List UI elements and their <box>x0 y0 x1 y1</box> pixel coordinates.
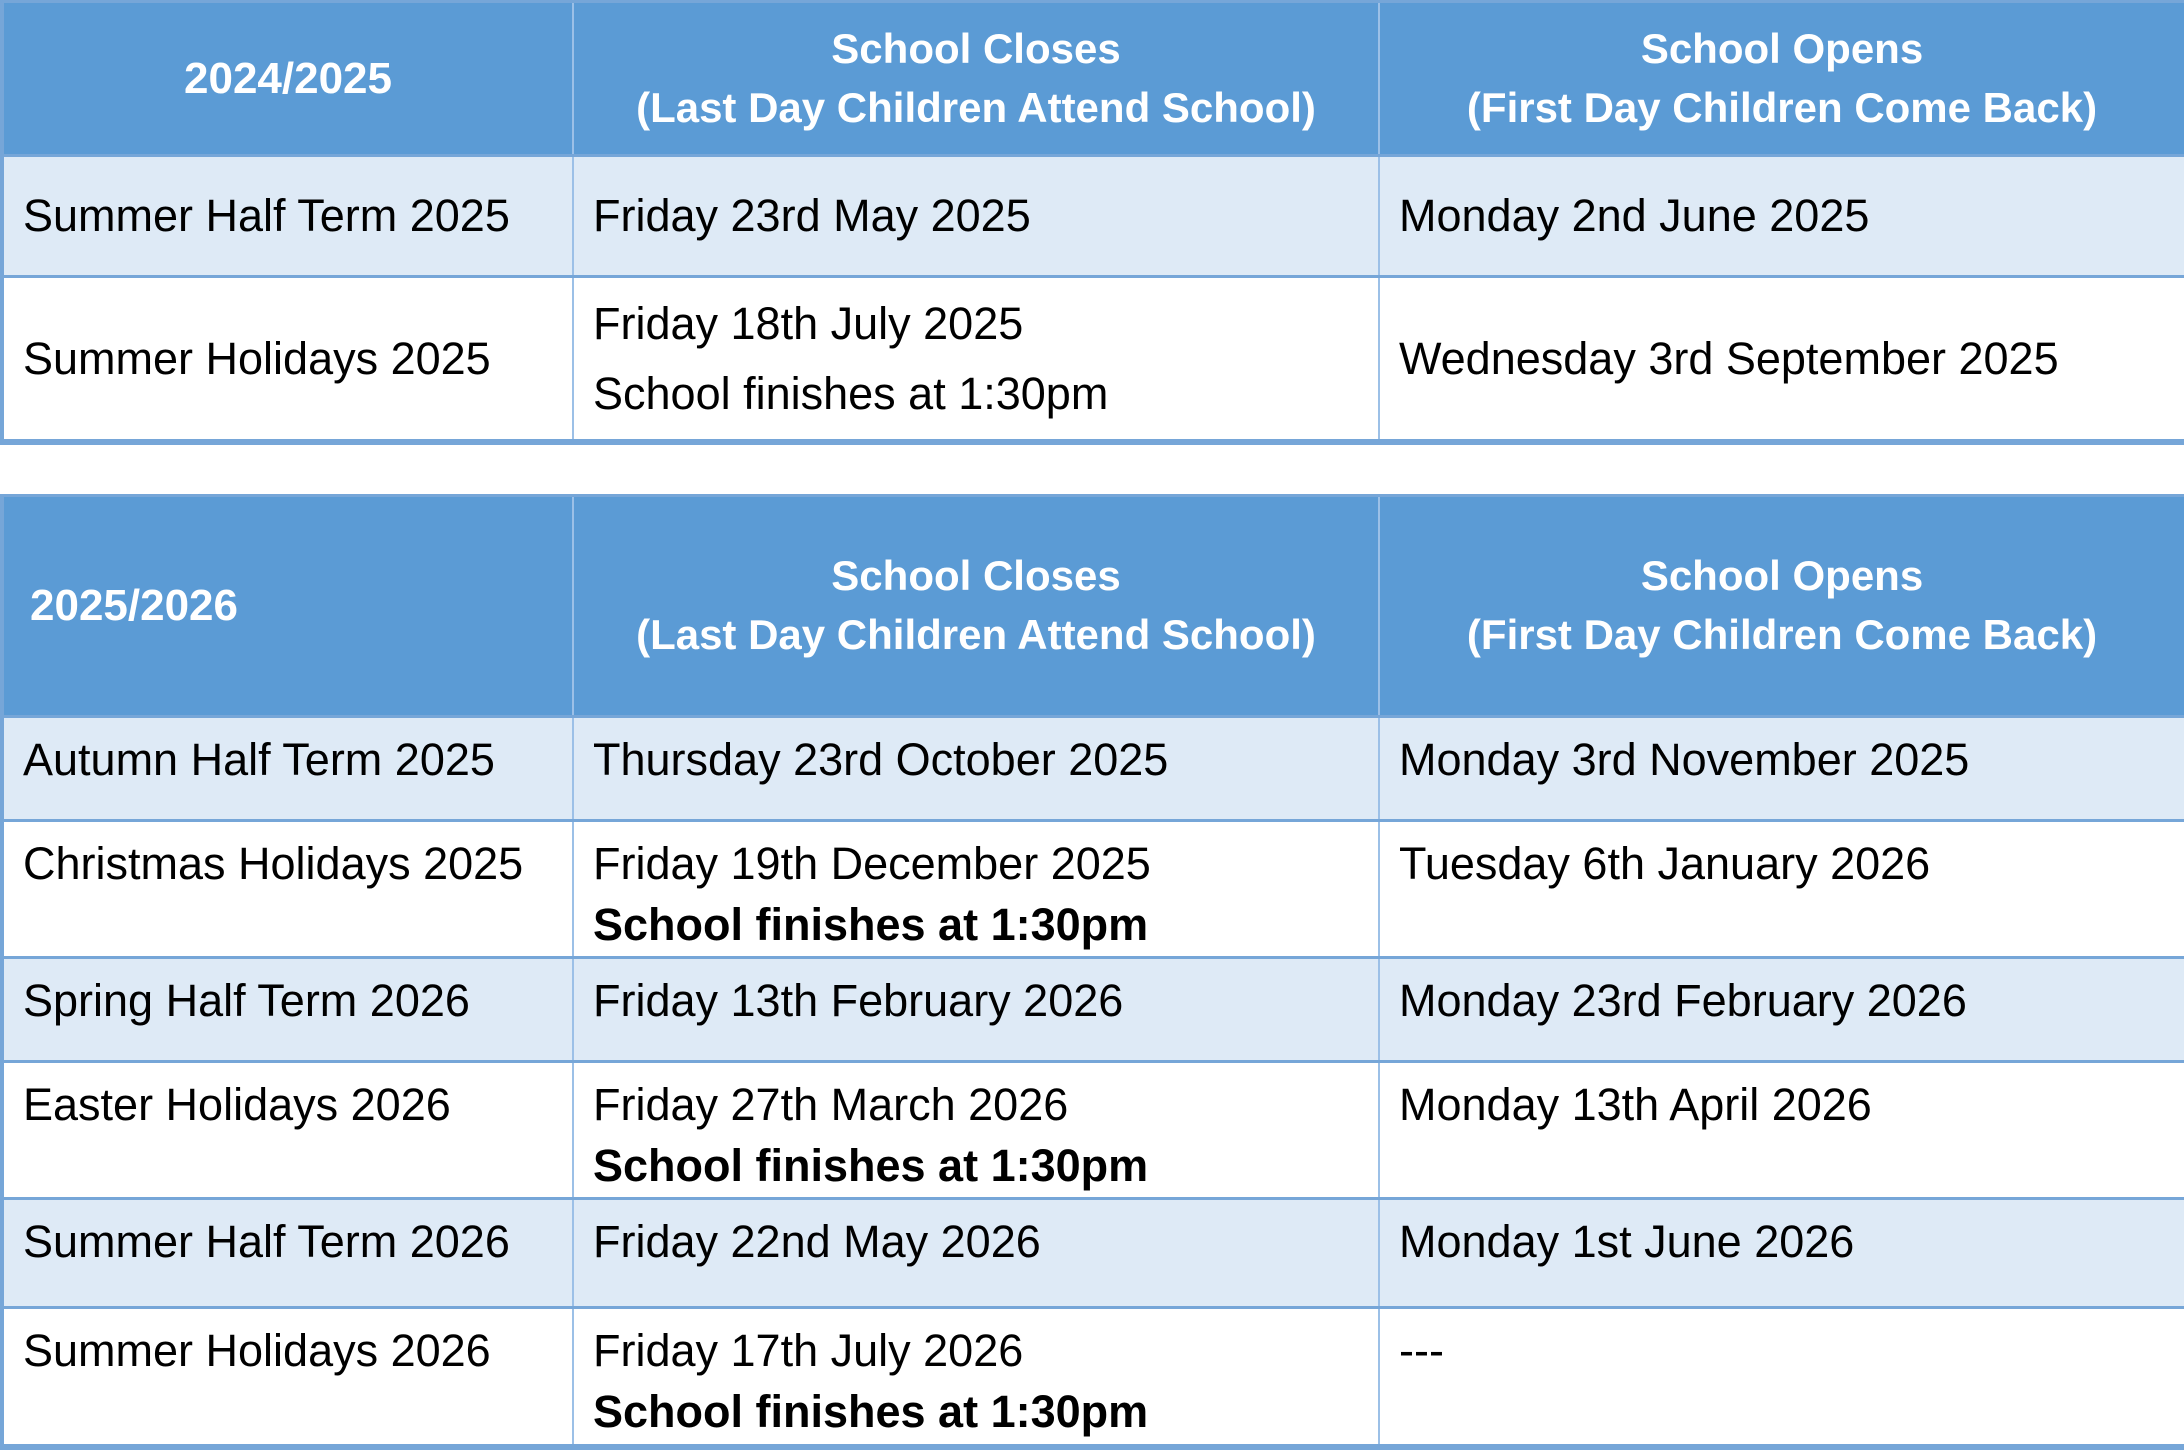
year-header-cell: 2025/2026 <box>2 495 573 716</box>
term-rows-1 <box>2 716 2184 1447</box>
school-closes-header <box>573 2 1379 156</box>
closes-date: Friday 22nd May 2026 <box>593 1216 1041 1268</box>
header-row <box>2 2 2184 156</box>
school-opens-title: School Opens <box>1640 551 1924 599</box>
school-closes-title: School Closes <box>831 551 1121 599</box>
school-opens-subtitle: (First Day Children Come Back) <box>1466 83 2098 131</box>
closes-note: School finishes at 1:30pm <box>593 367 1109 419</box>
table-row <box>2 820 2184 957</box>
school-closes-cell <box>573 1061 1379 1198</box>
school-opens-cell: Monday 2nd June 2025 <box>1379 156 2184 277</box>
term-name-cell: Autumn Half Term 2025 <box>2 716 573 820</box>
school-opens-cell: Monday 1st June 2026 <box>1379 1199 2184 1308</box>
table-row <box>2 1061 2184 1198</box>
header-row <box>2 495 2184 716</box>
school-closes-cell <box>573 957 1379 1061</box>
school-closes-subtitle: (Last Day Children Attend School) <box>636 610 1316 658</box>
school-closes-title: School Closes <box>831 24 1121 72</box>
school-closes-cell <box>573 1308 1379 1447</box>
school-opens-header <box>1379 495 2184 716</box>
term-rows-0 <box>2 156 2184 442</box>
school-closes-cell <box>573 277 1379 442</box>
school-opens-cell: Monday 23rd February 2026 <box>1379 957 2184 1061</box>
closes-date: Friday 17th July 2026 <box>593 1325 1024 1377</box>
school-opens-cell: Tuesday 6th January 2026 <box>1379 820 2184 957</box>
year-header-cell: 2024/2025 <box>2 2 573 156</box>
school-closes-subtitle: (Last Day Children Attend School) <box>636 83 1316 131</box>
closes-date: Friday 19th December 2025 <box>593 837 1151 889</box>
table-row <box>2 1199 2184 1308</box>
table-row <box>2 277 2184 442</box>
table-row <box>2 1308 2184 1447</box>
school-opens-cell: --- <box>1379 1308 2184 1447</box>
school-closes-cell <box>573 820 1379 957</box>
closes-date: Friday 18th July 2025 <box>593 297 1024 349</box>
closes-note: School finishes at 1:30pm <box>593 1386 1149 1438</box>
closes-date: Friday 23rd May 2025 <box>593 190 1031 242</box>
term-name-cell: Spring Half Term 2026 <box>2 957 573 1061</box>
school-closes-cell <box>573 1199 1379 1308</box>
table-row <box>2 156 2184 277</box>
closes-note: School finishes at 1:30pm <box>593 1140 1149 1192</box>
table-row <box>2 957 2184 1061</box>
term-name-cell: Easter Holidays 2026 <box>2 1061 573 1198</box>
term-name-cell: Summer Half Term 2026 <box>2 1199 573 1308</box>
school-closes-cell <box>573 716 1379 820</box>
school-opens-cell: Monday 3rd November 2025 <box>1379 716 2184 820</box>
term-dates-table-2025-2026 <box>0 494 2184 1450</box>
closes-note: School finishes at 1:30pm <box>593 898 1149 950</box>
school-closes-cell <box>573 156 1379 277</box>
closes-date: Thursday 23rd October 2025 <box>593 733 1169 785</box>
closes-date: Friday 27th March 2026 <box>593 1078 1069 1130</box>
school-opens-cell: Wednesday 3rd September 2025 <box>1379 277 2184 442</box>
school-closes-header <box>573 495 1379 716</box>
term-name-cell: Christmas Holidays 2025 <box>2 820 573 957</box>
term-name-cell: Summer Holidays 2025 <box>2 277 573 442</box>
school-opens-title: School Opens <box>1640 24 1924 72</box>
term-name-cell: Summer Holidays 2026 <box>2 1308 573 1447</box>
closes-date: Friday 13th February 2026 <box>593 974 1124 1026</box>
school-opens-subtitle: (First Day Children Come Back) <box>1466 610 2098 658</box>
table-row <box>2 716 2184 820</box>
term-name-cell: Summer Half Term 2025 <box>2 156 573 277</box>
school-opens-cell: Monday 13th April 2026 <box>1379 1061 2184 1198</box>
term-dates-table-2024-2025 <box>0 0 2184 445</box>
school-opens-header <box>1379 2 2184 156</box>
